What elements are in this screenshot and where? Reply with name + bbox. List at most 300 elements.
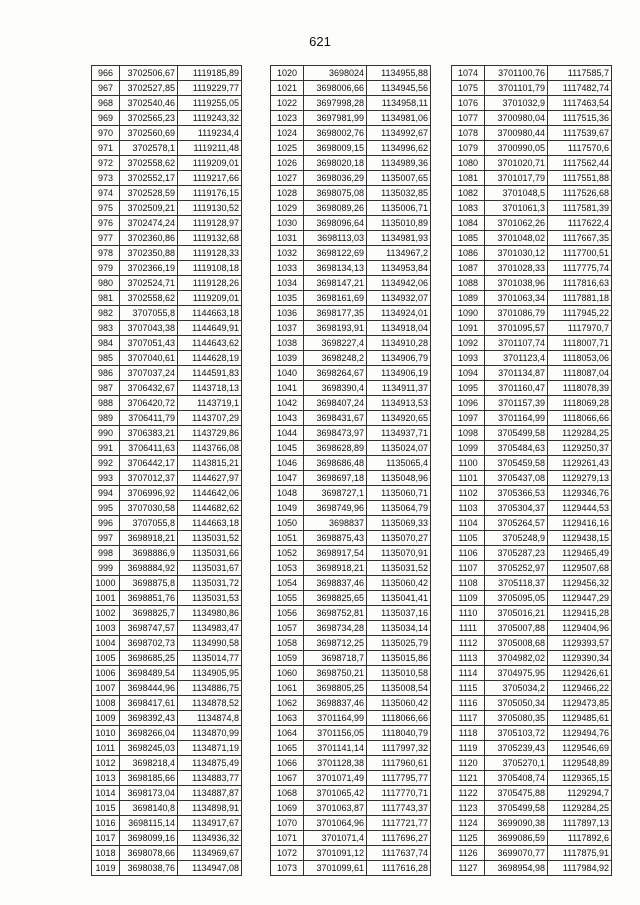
y-coordinate-cell: 1117881,18 <box>548 291 612 306</box>
point-number-cell: 1077 <box>452 111 485 126</box>
x-coordinate-cell: 3702552,17 <box>120 171 178 186</box>
table-row <box>271 201 431 216</box>
y-coordinate-cell: 1117795,77 <box>367 771 431 786</box>
table-row <box>92 486 242 501</box>
table-row <box>271 381 431 396</box>
y-coordinate-cell: 1117515,36 <box>548 111 612 126</box>
x-coordinate-cell: 3701048,5 <box>485 186 548 201</box>
y-coordinate-cell: 1129404,96 <box>548 621 612 636</box>
table-row <box>92 861 242 876</box>
x-coordinate-cell: 3705080,35 <box>485 711 548 726</box>
point-number-cell: 1069 <box>271 801 304 816</box>
y-coordinate-cell: 1135031,67 <box>178 561 242 576</box>
point-number-cell: 1120 <box>452 756 485 771</box>
point-number-cell: 970 <box>92 126 120 141</box>
x-coordinate-cell: 3698248,2 <box>304 351 367 366</box>
table-row <box>271 756 431 771</box>
point-number-cell: 1056 <box>271 606 304 621</box>
y-coordinate-cell: 1129284,25 <box>548 426 612 441</box>
y-coordinate-cell: 1135064,79 <box>367 501 431 516</box>
table-row <box>452 126 612 141</box>
x-coordinate-cell: 3706442,17 <box>120 456 178 471</box>
y-coordinate-cell: 1118053,06 <box>548 351 612 366</box>
x-coordinate-cell: 3707043,38 <box>120 321 178 336</box>
table-row <box>452 846 612 861</box>
table-row <box>271 471 431 486</box>
x-coordinate-cell: 3698685,25 <box>120 651 178 666</box>
table-row <box>452 456 612 471</box>
y-coordinate-cell: 1134983,47 <box>178 621 242 636</box>
table-row <box>92 846 242 861</box>
table-row <box>92 816 242 831</box>
x-coordinate-cell: 3702524,71 <box>120 276 178 291</box>
x-coordinate-cell: 3706411,63 <box>120 441 178 456</box>
x-coordinate-cell: 3707051,43 <box>120 336 178 351</box>
y-coordinate-cell: 1135065,4 <box>367 456 431 471</box>
x-coordinate-cell: 3698075,08 <box>304 186 367 201</box>
x-coordinate-cell: 3701030,12 <box>485 246 548 261</box>
x-coordinate-cell: 3698113,03 <box>304 231 367 246</box>
x-coordinate-cell: 3698173,04 <box>120 786 178 801</box>
y-coordinate-cell: 1135031,72 <box>178 576 242 591</box>
x-coordinate-cell: 3701164,99 <box>485 411 548 426</box>
y-coordinate-cell: 1129250,37 <box>548 441 612 456</box>
y-coordinate-cell: 1117622,4 <box>548 216 612 231</box>
point-number-cell: 1012 <box>92 756 120 771</box>
table-row <box>452 816 612 831</box>
y-coordinate-cell: 1144649,91 <box>178 321 242 336</box>
x-coordinate-cell: 3707037,24 <box>120 366 178 381</box>
y-coordinate-cell: 1135060,42 <box>367 696 431 711</box>
y-coordinate-cell: 1135060,42 <box>367 576 431 591</box>
x-coordinate-cell: 3705408,74 <box>485 771 548 786</box>
y-coordinate-cell: 1117770,71 <box>367 786 431 801</box>
x-coordinate-cell: 3702558,62 <box>120 291 178 306</box>
y-coordinate-cell: 1134953,84 <box>367 261 431 276</box>
table-row <box>271 651 431 666</box>
y-coordinate-cell: 1129438,15 <box>548 531 612 546</box>
table-row <box>271 816 431 831</box>
table-row <box>271 291 431 306</box>
x-coordinate-cell: 3698264,67 <box>304 366 367 381</box>
x-coordinate-cell: 3702509,21 <box>120 201 178 216</box>
table-row <box>271 321 431 336</box>
table-row <box>271 591 431 606</box>
x-coordinate-cell: 3698752,81 <box>304 606 367 621</box>
x-coordinate-cell: 3698734,28 <box>304 621 367 636</box>
point-number-cell: 992 <box>92 456 120 471</box>
point-number-cell: 1011 <box>92 741 120 756</box>
y-coordinate-cell: 1117526,68 <box>548 186 612 201</box>
point-number-cell: 1037 <box>271 321 304 336</box>
x-coordinate-cell: 3702540,46 <box>120 96 178 111</box>
y-coordinate-cell: 1117997,32 <box>367 741 431 756</box>
y-coordinate-cell: 1117945,22 <box>548 306 612 321</box>
x-coordinate-cell: 3702578,1 <box>120 141 178 156</box>
y-coordinate-cell: 1134905,95 <box>178 666 242 681</box>
x-coordinate-cell: 3705034,2 <box>485 681 548 696</box>
table-row <box>92 381 242 396</box>
point-number-cell: 1105 <box>452 531 485 546</box>
table-row <box>452 501 612 516</box>
table-row <box>452 231 612 246</box>
y-coordinate-cell: 1129365,15 <box>548 771 612 786</box>
point-number-cell: 1122 <box>452 786 485 801</box>
table-row <box>452 201 612 216</box>
table-row <box>271 681 431 696</box>
y-coordinate-cell: 1135007,65 <box>367 171 431 186</box>
table-row <box>271 546 431 561</box>
y-coordinate-cell: 1144643,62 <box>178 336 242 351</box>
table-row <box>452 666 612 681</box>
point-number-cell: 1082 <box>452 186 485 201</box>
table-row <box>271 96 431 111</box>
table-row <box>271 516 431 531</box>
table-row <box>92 366 242 381</box>
y-coordinate-cell: 1119234,4 <box>178 126 242 141</box>
x-coordinate-cell: 3701101,79 <box>485 81 548 96</box>
table-row <box>92 201 242 216</box>
table-row <box>92 531 242 546</box>
y-coordinate-cell: 1135070,91 <box>367 546 431 561</box>
y-coordinate-cell: 1118066,66 <box>548 411 612 426</box>
y-coordinate-cell: 1134990,58 <box>178 636 242 651</box>
x-coordinate-cell: 3698718,7 <box>304 651 367 666</box>
table-row <box>452 486 612 501</box>
table-row <box>271 576 431 591</box>
y-coordinate-cell: 1143707,29 <box>178 411 242 426</box>
table-row <box>271 276 431 291</box>
table-row <box>92 291 242 306</box>
x-coordinate-cell: 3707012,37 <box>120 471 178 486</box>
point-number-cell: 976 <box>92 216 120 231</box>
y-coordinate-cell: 1134874,8 <box>178 711 242 726</box>
x-coordinate-cell: 3698918,21 <box>120 531 178 546</box>
x-coordinate-cell: 3698489,54 <box>120 666 178 681</box>
x-coordinate-cell: 3700990,05 <box>485 141 548 156</box>
y-coordinate-cell: 1134967,2 <box>367 246 431 261</box>
table-row <box>92 171 242 186</box>
table-row <box>92 216 242 231</box>
point-number-cell: 1008 <box>92 696 120 711</box>
point-number-cell: 987 <box>92 381 120 396</box>
x-coordinate-cell: 3702527,85 <box>120 81 178 96</box>
table-row <box>92 96 242 111</box>
point-number-cell: 1100 <box>452 456 485 471</box>
x-coordinate-cell: 3698837,46 <box>304 576 367 591</box>
y-coordinate-cell: 1134920,65 <box>367 411 431 426</box>
point-number-cell: 1043 <box>271 411 304 426</box>
table-row <box>92 306 242 321</box>
point-number-cell: 993 <box>92 471 120 486</box>
point-number-cell: 1054 <box>271 576 304 591</box>
y-coordinate-cell: 1129548,89 <box>548 756 612 771</box>
table-row <box>92 411 242 426</box>
table-row <box>452 861 612 876</box>
y-coordinate-cell: 1143729,86 <box>178 426 242 441</box>
table-row <box>452 261 612 276</box>
x-coordinate-cell: 3705095,05 <box>485 591 548 606</box>
x-coordinate-cell: 3701061,3 <box>485 201 548 216</box>
x-coordinate-cell: 3702565,23 <box>120 111 178 126</box>
point-number-cell: 981 <box>92 291 120 306</box>
table-row <box>92 591 242 606</box>
point-number-cell: 1121 <box>452 771 485 786</box>
y-coordinate-cell: 1143766,08 <box>178 441 242 456</box>
table-row <box>92 606 242 621</box>
y-coordinate-cell: 1118040,79 <box>367 726 431 741</box>
point-number-cell: 990 <box>92 426 120 441</box>
x-coordinate-cell: 3701071,49 <box>304 771 367 786</box>
table-row <box>271 126 431 141</box>
point-number-cell: 974 <box>92 186 120 201</box>
point-number-cell: 1083 <box>452 201 485 216</box>
point-number-cell: 1098 <box>452 426 485 441</box>
y-coordinate-cell: 1129393,57 <box>548 636 612 651</box>
point-number-cell: 1092 <box>452 336 485 351</box>
point-number-cell: 1061 <box>271 681 304 696</box>
y-coordinate-cell: 1134989,36 <box>367 156 431 171</box>
point-number-cell: 1044 <box>271 426 304 441</box>
table-row <box>271 351 431 366</box>
x-coordinate-cell: 3704982,02 <box>485 651 548 666</box>
point-number-cell: 1107 <box>452 561 485 576</box>
point-number-cell: 1003 <box>92 621 120 636</box>
x-coordinate-cell: 3698245,03 <box>120 741 178 756</box>
x-coordinate-cell: 3700980,44 <box>485 126 548 141</box>
y-coordinate-cell: 1129456,32 <box>548 576 612 591</box>
x-coordinate-cell: 3698266,04 <box>120 726 178 741</box>
table-row <box>452 156 612 171</box>
y-coordinate-cell: 1135015,86 <box>367 651 431 666</box>
y-coordinate-cell: 1118087,04 <box>548 366 612 381</box>
x-coordinate-cell: 3701071,4 <box>304 831 367 846</box>
y-coordinate-cell: 1143718,13 <box>178 381 242 396</box>
x-coordinate-cell: 3702560,69 <box>120 126 178 141</box>
point-number-cell: 1049 <box>271 501 304 516</box>
y-coordinate-cell: 1117562,44 <box>548 156 612 171</box>
point-number-cell: 1051 <box>271 531 304 546</box>
table-row <box>92 471 242 486</box>
y-coordinate-cell: 1134898,91 <box>178 801 242 816</box>
y-coordinate-cell: 1129390,34 <box>548 651 612 666</box>
y-coordinate-cell: 1134936,32 <box>178 831 242 846</box>
x-coordinate-cell: 3698444,96 <box>120 681 178 696</box>
point-number-cell: 1039 <box>271 351 304 366</box>
x-coordinate-cell: 3698702,73 <box>120 636 178 651</box>
x-coordinate-cell: 3701157,39 <box>485 396 548 411</box>
point-number-cell: 1096 <box>452 396 485 411</box>
table-row <box>452 726 612 741</box>
point-number-cell: 1032 <box>271 246 304 261</box>
point-number-cell: 1015 <box>92 801 120 816</box>
y-coordinate-cell: 1135041,41 <box>367 591 431 606</box>
y-coordinate-cell: 1135060,71 <box>367 486 431 501</box>
point-number-cell: 1070 <box>271 816 304 831</box>
x-coordinate-cell: 3701095,57 <box>485 321 548 336</box>
x-coordinate-cell: 3698473,97 <box>304 426 367 441</box>
x-coordinate-cell: 3698096,64 <box>304 216 367 231</box>
table-row <box>452 786 612 801</box>
point-number-cell: 1108 <box>452 576 485 591</box>
point-number-cell: 994 <box>92 486 120 501</box>
y-coordinate-cell: 1119243,32 <box>178 111 242 126</box>
x-coordinate-cell: 3706411,79 <box>120 411 178 426</box>
y-coordinate-cell: 1118069,28 <box>548 396 612 411</box>
point-number-cell: 1035 <box>271 291 304 306</box>
y-coordinate-cell: 1144663,18 <box>178 306 242 321</box>
y-coordinate-cell: 1117775,74 <box>548 261 612 276</box>
point-number-cell: 1074 <box>452 66 485 81</box>
x-coordinate-cell: 3698727,1 <box>304 486 367 501</box>
point-number-cell: 1113 <box>452 651 485 666</box>
y-coordinate-cell: 1143815,21 <box>178 456 242 471</box>
point-number-cell: 1048 <box>271 486 304 501</box>
y-coordinate-cell: 1129494,76 <box>548 726 612 741</box>
point-number-cell: 1075 <box>452 81 485 96</box>
y-coordinate-cell: 1119108,18 <box>178 261 242 276</box>
table-row <box>452 591 612 606</box>
point-number-cell: 1087 <box>452 261 485 276</box>
x-coordinate-cell: 3698884,92 <box>120 561 178 576</box>
y-coordinate-cell: 1134947,08 <box>178 861 242 876</box>
y-coordinate-cell: 1118066,66 <box>367 711 431 726</box>
x-coordinate-cell: 3698177,35 <box>304 306 367 321</box>
point-number-cell: 984 <box>92 336 120 351</box>
y-coordinate-cell: 1129466,22 <box>548 681 612 696</box>
y-coordinate-cell: 1143719,1 <box>178 396 242 411</box>
table-row <box>271 786 431 801</box>
point-number-cell: 996 <box>92 516 120 531</box>
table-row <box>271 561 431 576</box>
x-coordinate-cell: 3698697,18 <box>304 471 367 486</box>
table-row <box>92 186 242 201</box>
x-coordinate-cell: 3702366,19 <box>120 261 178 276</box>
point-number-cell: 998 <box>92 546 120 561</box>
table-row <box>271 336 431 351</box>
point-number-cell: 1021 <box>271 81 304 96</box>
y-coordinate-cell: 1117970,7 <box>548 321 612 336</box>
x-coordinate-cell: 3699086,59 <box>485 831 548 846</box>
table-row <box>452 741 612 756</box>
y-coordinate-cell: 1129426,61 <box>548 666 612 681</box>
x-coordinate-cell: 3701099,61 <box>304 861 367 876</box>
point-number-cell: 1030 <box>271 216 304 231</box>
table-row <box>92 561 242 576</box>
x-coordinate-cell: 3698918,21 <box>304 561 367 576</box>
point-number-cell: 1085 <box>452 231 485 246</box>
y-coordinate-cell: 1129416,16 <box>548 516 612 531</box>
point-number-cell: 1078 <box>452 126 485 141</box>
point-number-cell: 1126 <box>452 846 485 861</box>
y-coordinate-cell: 1119211,48 <box>178 141 242 156</box>
table-row <box>271 606 431 621</box>
table-row <box>271 831 431 846</box>
table-row <box>271 486 431 501</box>
table-row <box>452 321 612 336</box>
point-number-cell: 1118 <box>452 726 485 741</box>
y-coordinate-cell: 1117816,63 <box>548 276 612 291</box>
table-row <box>92 576 242 591</box>
y-coordinate-cell: 1134913,53 <box>367 396 431 411</box>
y-coordinate-cell: 1129415,28 <box>548 606 612 621</box>
table-row <box>452 66 612 81</box>
x-coordinate-cell: 3698805,25 <box>304 681 367 696</box>
table-row <box>452 111 612 126</box>
point-number-cell: 1052 <box>271 546 304 561</box>
point-number-cell: 1004 <box>92 636 120 651</box>
x-coordinate-cell: 3701134,87 <box>485 366 548 381</box>
table-row <box>452 216 612 231</box>
x-coordinate-cell: 3707030,58 <box>120 501 178 516</box>
point-number-cell: 1050 <box>271 516 304 531</box>
table-row <box>92 726 242 741</box>
y-coordinate-cell: 1119128,33 <box>178 246 242 261</box>
y-coordinate-cell: 1119176,15 <box>178 186 242 201</box>
table-row <box>92 681 242 696</box>
table-row <box>271 666 431 681</box>
y-coordinate-cell: 1129444,53 <box>548 501 612 516</box>
table-row <box>92 321 242 336</box>
point-number-cell: 1033 <box>271 261 304 276</box>
x-coordinate-cell: 3701063,34 <box>485 291 548 306</box>
x-coordinate-cell: 3702558,62 <box>120 156 178 171</box>
point-number-cell: 1042 <box>271 396 304 411</box>
table-row <box>92 651 242 666</box>
table-row <box>452 756 612 771</box>
x-coordinate-cell: 3705239,43 <box>485 741 548 756</box>
table-row <box>92 81 242 96</box>
point-number-cell: 999 <box>92 561 120 576</box>
table-row <box>92 666 242 681</box>
table-row <box>452 246 612 261</box>
coordinates-table-right <box>451 65 612 876</box>
y-coordinate-cell: 1129507,68 <box>548 561 612 576</box>
point-number-cell: 1090 <box>452 306 485 321</box>
point-number-cell: 1101 <box>452 471 485 486</box>
point-number-cell: 1088 <box>452 276 485 291</box>
point-number-cell: 1045 <box>271 441 304 456</box>
point-number-cell: 1031 <box>271 231 304 246</box>
table-row <box>271 111 431 126</box>
y-coordinate-cell: 1134906,19 <box>367 366 431 381</box>
x-coordinate-cell: 3705264,57 <box>485 516 548 531</box>
x-coordinate-cell: 3697998,28 <box>304 96 367 111</box>
point-number-cell: 1020 <box>271 66 304 81</box>
y-coordinate-cell: 1135006,71 <box>367 201 431 216</box>
table-row <box>452 606 612 621</box>
point-number-cell: 985 <box>92 351 120 366</box>
y-coordinate-cell: 1134981,93 <box>367 231 431 246</box>
point-number-cell: 980 <box>92 276 120 291</box>
point-number-cell: 1027 <box>271 171 304 186</box>
table-row <box>92 456 242 471</box>
x-coordinate-cell: 3698749,96 <box>304 501 367 516</box>
table-row <box>452 171 612 186</box>
table-row <box>452 351 612 366</box>
y-coordinate-cell: 1135048,96 <box>367 471 431 486</box>
table-row <box>452 366 612 381</box>
table-row <box>92 501 242 516</box>
y-coordinate-cell: 1135034,14 <box>367 621 431 636</box>
table-row <box>452 546 612 561</box>
table-row <box>92 111 242 126</box>
x-coordinate-cell: 3701063,87 <box>304 801 367 816</box>
point-number-cell: 1019 <box>92 861 120 876</box>
x-coordinate-cell: 3701091,12 <box>304 846 367 861</box>
table-row <box>452 576 612 591</box>
point-number-cell: 1111 <box>452 621 485 636</box>
